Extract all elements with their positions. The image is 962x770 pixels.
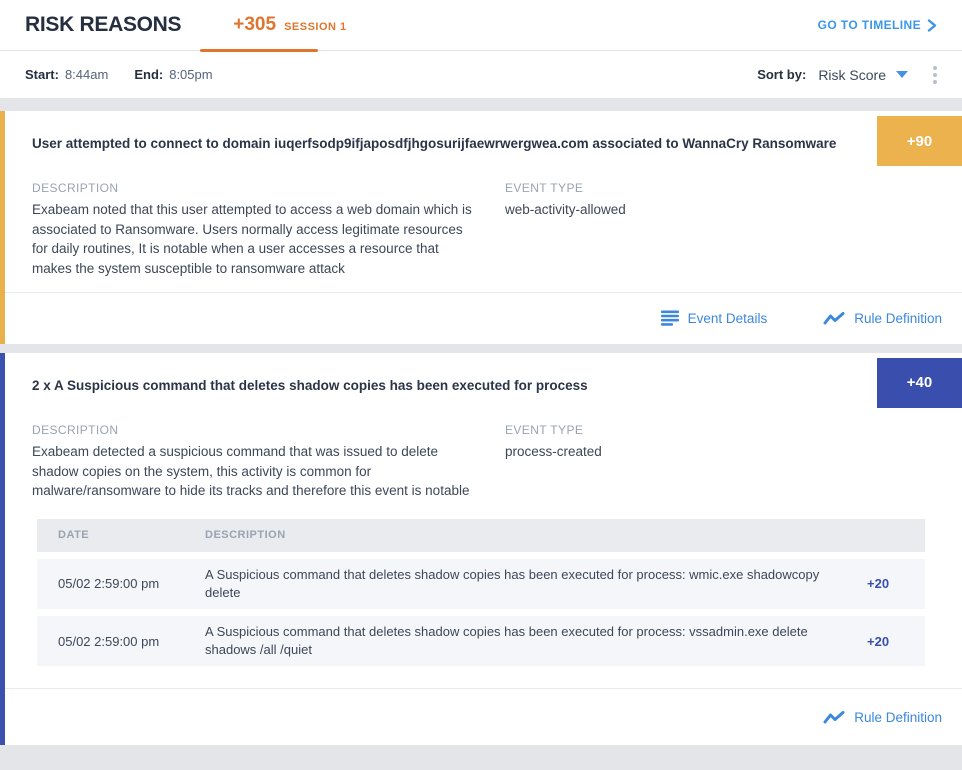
dot [933,66,937,70]
header-top-row [0,0,962,51]
sort-by-dropdown[interactable]: Risk Score [818,66,886,83]
risk-reason-title: 2 x A Suspicious command that deletes shadow copies has been executed for process [32,377,588,393]
description-section [32,423,478,500]
rule-definition-label: Rule Definition [854,709,942,725]
event-details-label: Event Details [687,310,768,326]
session-score: +305 [233,14,277,35]
line-chart-icon [823,311,845,326]
description-label: DESCRIPTION [32,423,119,438]
chevron-right-icon [927,19,937,32]
event-type-label: EVENT TYPE [505,423,584,438]
date-column-header: DATE [58,529,90,541]
description-column-header: DESCRIPTION [205,529,286,541]
event-description: A Suspicious command that deletes shadow copies has been executed for process: wmic.exe shadowcopy delete [205,566,820,600]
event-type-value: web-activity-allowed [505,202,626,218]
list-lines-icon [661,310,679,326]
description-text: Exabeam detected a suspicious command that was issued to delete shadow copies on the system, this activity is common for malware/ransomware to hide its tracks and therefore this event is notable [32,444,470,499]
risk-reason-title: User attempted to connect to domain iuqerfsodp9ifjaposdfjhgosurijfaewrwergwea.com associated to WannaCry Ransomware [32,136,837,151]
risk-score-badge: +90 [877,116,962,166]
event-occurrences-table [37,519,925,667]
event-description: A Suspicious command that deletes shadow copies has been executed for process: vssadmin.exe delete shadows /all /quiet [205,623,808,658]
rule-definition-label: Rule Definition [854,310,942,326]
start-label: Start: [25,67,59,82]
start-value: 8:44am [64,67,109,82]
event-date: 05/02 2:59:00 pm [58,576,160,592]
event-score: +20 [867,633,890,649]
description-section [32,181,478,278]
card-body [5,395,962,500]
description-label: DESCRIPTION [32,181,119,196]
risk-score-badge: +40 [877,358,962,408]
sort-by-label: Sort by: [757,67,807,82]
end-value: 8:05pm [169,67,213,82]
session-tab-label: SESSION 1 [284,21,347,33]
end-label: End: [134,67,164,82]
dot [933,80,937,84]
session-time-range [25,67,239,82]
table-row[interactable] [37,616,925,666]
chevron-down-icon[interactable] [896,71,908,78]
rule-definition-button[interactable] [823,311,942,326]
card-body [5,153,962,278]
description-text: Exabeam noted that this user attempted to access a web domain which is associated to Ransomware. Users normally access legitimate resources for daily routines, It is notable when a user accesses a resource that makes the system susceptible to ransomware attack [32,202,472,276]
go-to-timeline-label: GO TO TIMELINE [817,18,921,32]
line-chart-icon [823,710,845,725]
active-tab-underline [200,49,318,52]
event-score: +20 [867,576,890,592]
event-type-label: EVENT TYPE [505,181,584,196]
table-header-row [37,519,925,552]
risk-reason-card-wannacry [0,111,962,344]
event-type-value: process-created [505,444,602,460]
page-title: RISK REASONS [25,13,182,36]
table-row[interactable] [37,559,925,609]
card-footer [5,292,962,344]
sort-controls [757,63,940,87]
event-date: 05/02 2:59:00 pm [58,633,160,649]
tab-session-1[interactable] [233,14,346,36]
rule-definition-button[interactable] [823,710,942,725]
dot [933,73,937,77]
risk-reason-card-shadow-copy [0,353,962,745]
header [0,0,962,99]
event-details-button[interactable] [661,310,768,326]
event-type-section [505,181,935,278]
go-to-timeline-button[interactable] [818,18,937,32]
more-options-button[interactable] [930,63,940,87]
card-footer [5,688,962,745]
header-sub-row [0,51,962,99]
event-type-section [505,423,935,500]
